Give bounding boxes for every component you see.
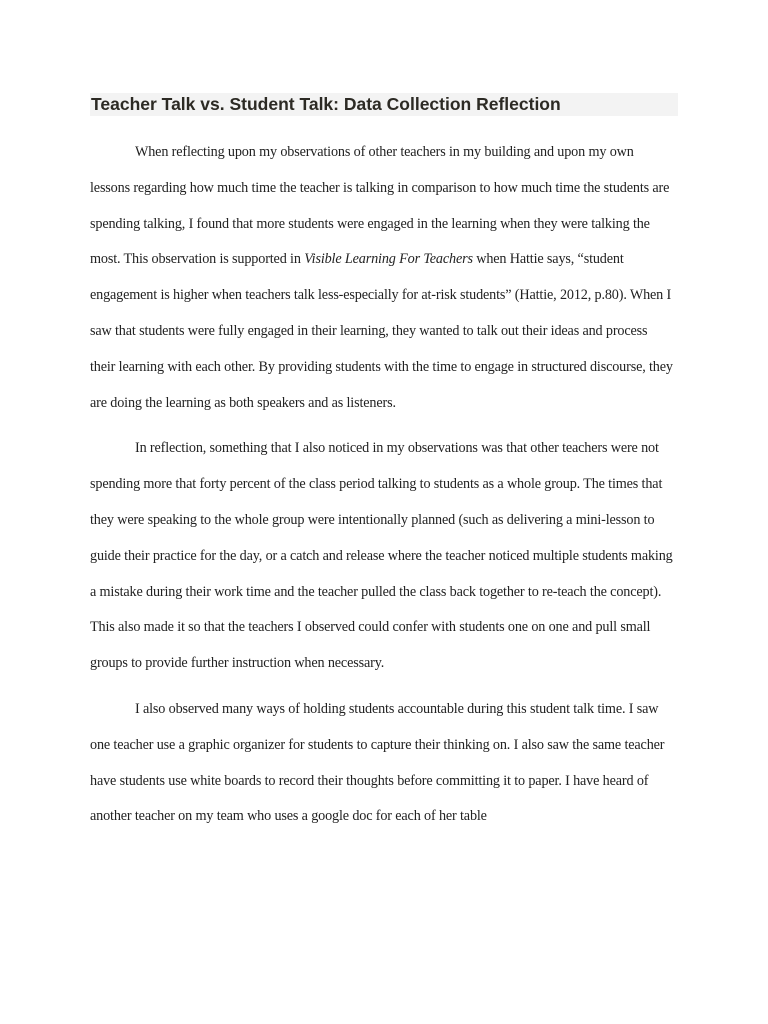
paragraph-3: I also observed many ways of holding students accountable during this student talk time. I saw one teacher use a graphic organizer for students to capture their thinking on. I also saw the same teacher have students use white boards to record their thoughts before committing it to paper. I have heard of another teacher on my team who uses a google doc for each of her table xyxy=(90,700,665,825)
paragraph-2: In reflection, something that I also noticed in my observations was that other teachers were not spending more that forty percent of the class period talking to students as a whole group. The times that they were speaking to the whole group were intentionally planned (such as delivering a mini-lesson to guide their practice for the day, or a catch and release where the teacher noticed multiple students making a mistake during their work time and the teacher pulled the class back together to re-teach the concept). This also made it so that the teachers I observed could confer with students one on one and pull small groups to provide further instruction when necessary. xyxy=(90,440,673,672)
paragraph-1-text-before: When reflecting upon my observations of other teachers in my building and upon my own lessons regarding how much time the teacher is talking in comparison to how much time the students are spending talking, I found that more students were engaged in the learning when they were talking the most. This observation is supported in xyxy=(90,144,670,268)
paragraph-1-text-after: when Hattie says, “student engagement is higher when teachers talk less-especially for at-risk students” (Hattie, 2012, p.80). When I saw that students were fully engaged in their learning, they wanted to talk out their ideas and process their learning with each other. By providing students with the time to engage in structured discourse, they are doing the learning as both speakers and as listeners. xyxy=(90,251,673,411)
document-title: Teacher Talk vs. Student Talk: Data Collection Reflection xyxy=(91,94,561,114)
paragraph-1 xyxy=(90,135,676,421)
document-body xyxy=(90,135,676,835)
book-title: Visible Learning For Teachers xyxy=(304,251,473,268)
